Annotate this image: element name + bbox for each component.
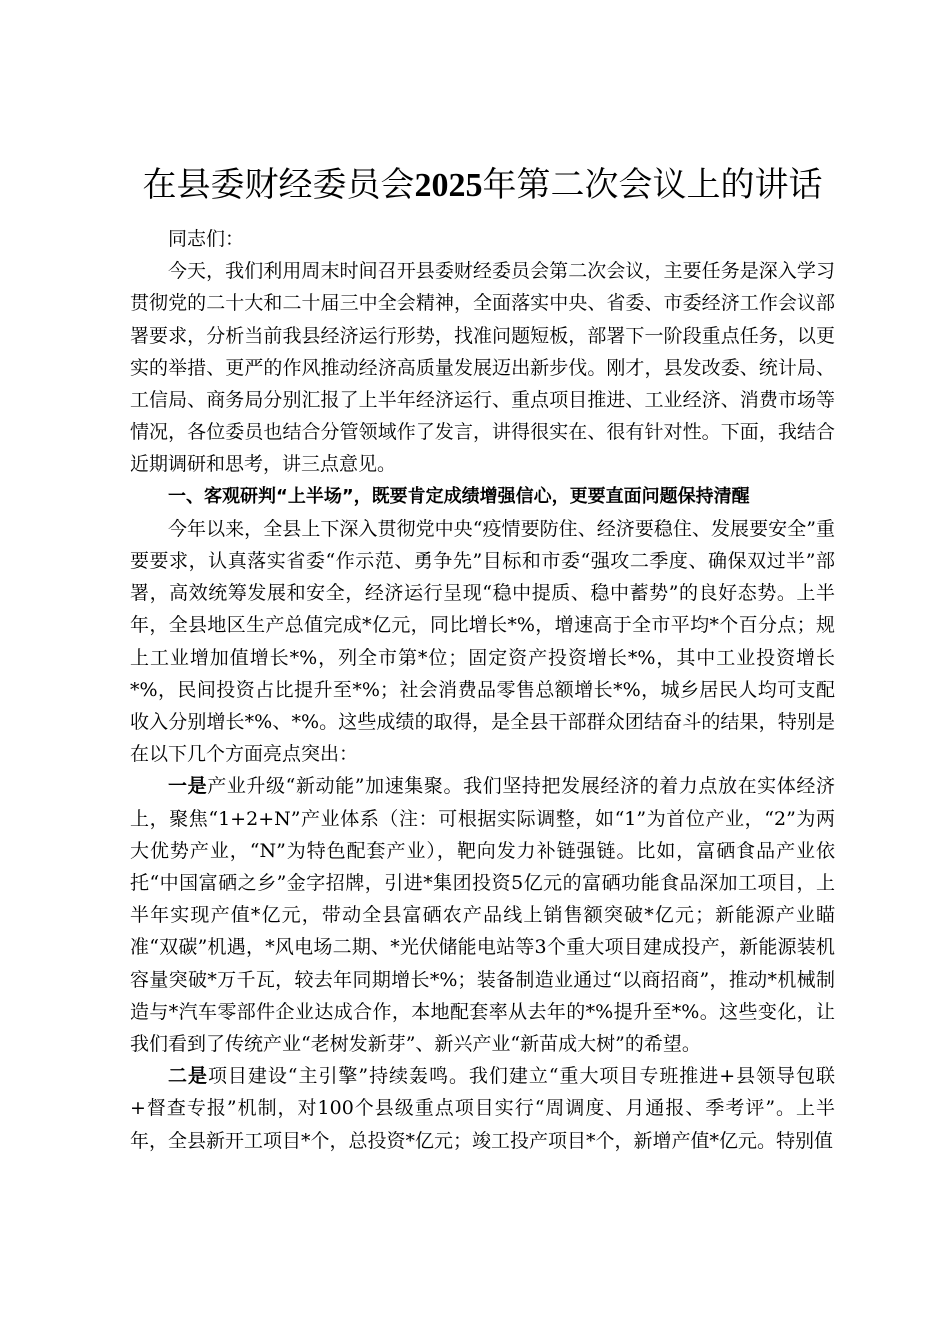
point-1-lead: 一是: [168, 775, 208, 798]
title-year: 2025: [414, 167, 483, 204]
section-heading-1: 一、客观研判“上半场”，既要肯定成绩增强信心，更要直面问题保持清醒: [168, 485, 750, 507]
salutation: 同志们：: [168, 228, 245, 250]
title-suffix: 年第二次会议上的讲话: [482, 165, 823, 205]
point-1-body: 产业升级“新动能”加速集聚。我们坚持把发展经济的着力点放在实体经济上，聚焦“1+2+N”产业体系（注：可根据实际调整，如“1”为首位产业，“2”为两大优势产业，“N”为特色配套产业），靶向发力补链强链。比如，富硒食品产业依托“中国富硒之乡”金字招牌，引进*集团投资5亿元的富硒功能食品深加工项目，上半年实现产值*亿元，带动全县富硒农产品线上销售额突破*亿元；新能源产业瞄准“双碳”机遇，*风电场二期、*光伏储能电站等3个重大项目建成投产，新能源装机容量突破*万千瓦，较去年同期增长*%；装备制造业通过“以商招商”，推动*机械制造与*汽车零部件企业达成合作，本地配套率从去年的*%提升至*%。这些变化，让我们看到了传统产业“老树发新芽”、新兴产业“新苗成大树”的希望。: [130, 775, 835, 1056]
point-2-body: 项目建设“主引擎”持续轰鸣。我们建立“重大项目专班推进+县领导包联+督查专报”机制，对100个县级重点项目实行“周调度、月通报、季考评”。上半年，全县新开工项目*个，总投资*亿元；竣工投产项目*个，新增产值*亿元。特别值: [130, 1065, 835, 1152]
section1-paragraph-1: 今年以来，全县上下深入贯彻党中央“疫情要防住、经济要稳住、发展要安全”重要要求，认真落实省委“作示范、勇争先”目标和市委“强攻二季度、确保双过半”部署，高效统筹发展和安全，经济运行呈现“稳中提质、稳中蓄势”的良好态势。上半年，全县地区生产总值完成*亿元，同比增长*%，增速高于全市平均*个百分点；规上工业增加值增长*%，列全市第*位；固定资产投资增长*%，其中工业投资增长*%，民间投资占比提升至*%；社会消费品零售总额增长*%，城乡居民人均可支配收入分别增长*%、*%。这些成绩的取得，是全县干部群众团结奋斗的结果，特别是在以下几个方面亮点突出：: [130, 517, 835, 766]
point-1-paragraph: [130, 770, 835, 1060]
document-page: [130, 160, 835, 1157]
title-prefix: 在县委财经委员会: [142, 165, 415, 205]
page-title: [130, 160, 835, 211]
point-2-lead: 二是: [168, 1065, 208, 1088]
point-2-paragraph: [130, 1060, 835, 1157]
intro-paragraph: 今天，我们利用周末时间召开县委财经委员会第二次会议，主要任务是深入学习贯彻党的二十大和二十届三中全会精神，全面落实中央、省委、市委经济工作会议部署要求，分析当前我县经济运行形势，找准问题短板，部署下一阶段重点任务，以更实的举措、更严的作风推动经济高质量发展迈出新步伐。刚才，县发改委、统计局、工信局、商务局分别汇报了上半年经济运行、重点项目推进、工业经济、消费市场等情况，各位委员也结合分管领域作了发言，讲得很实在、很有针对性。下面，我结合近期调研和思考，讲三点意见。: [130, 260, 835, 476]
